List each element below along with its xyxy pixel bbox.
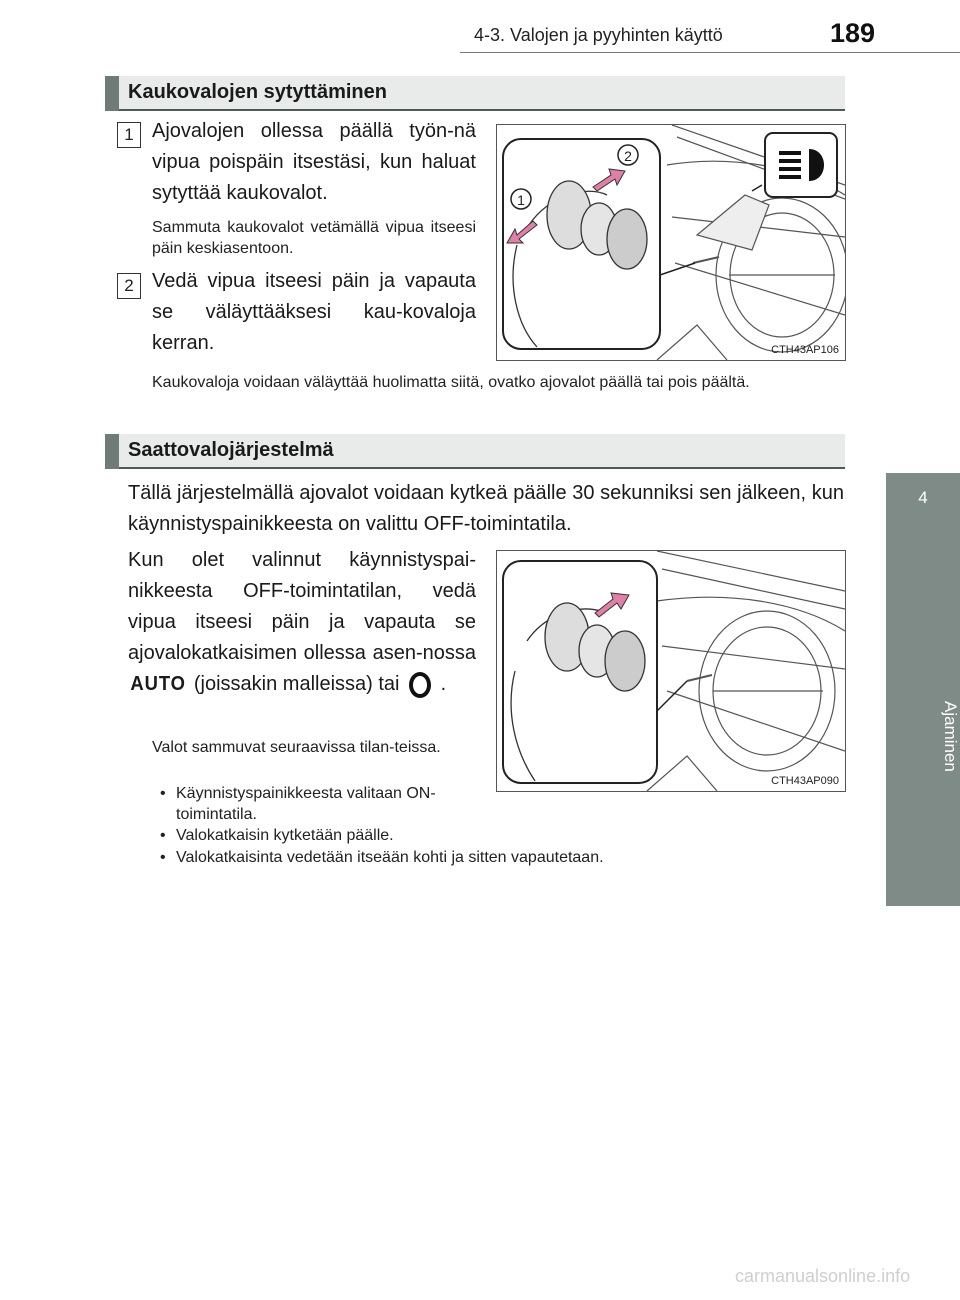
follow-me-body-part2: (joissakin malleissa) (193, 673, 373, 695)
callout-2: 2 (624, 148, 632, 164)
step-2-text: Vedä vipua itseesi päin ja vapauta se väläyttääksesi kau-kovaloja kerran. (152, 270, 476, 354)
bullet-item: • Valokatkaisinta vedetään itseään kohti ja sitten vapautetaan. (152, 847, 844, 868)
header-rule (460, 52, 960, 53)
chapter-title (886, 548, 960, 888)
section-heading-high-beam (105, 76, 845, 111)
lever-illustration-1 (497, 125, 845, 360)
step-1-text: Ajovalojen ollessa päällä työn-nä vipua poispäin itsestäsi, kun haluat sytyttää kaukovalot. (152, 120, 476, 204)
step-1-note: Sammuta kaukovalot vetämällä vipua itseesi päin keskiasentoon. (152, 219, 476, 257)
follow-me-note-intro: Valot sammuvat seuraavissa tilan-teissa. (152, 739, 441, 756)
chapter-title-text: Ajaminen (941, 700, 960, 772)
figure-id-1: CTH43AP106 (771, 344, 839, 356)
section-heading-follow-me (105, 434, 845, 469)
figure-id-2: CTH43AP090 (771, 775, 839, 787)
follow-me-body-part3: tai (378, 673, 400, 695)
section-heading-bar (105, 434, 119, 469)
bullet-item: • Valokatkaisin kytketään päälle. (152, 825, 476, 846)
auto-icon: AUTO (130, 673, 186, 695)
follow-me-body-part1: Kun olet valinnut käynnistyspai-nikkeesta OFF-toimintatilan, vedä vipua itseesi päin ja vapauta se ajovalokatkaisimen ollessa asen-nossa (128, 549, 476, 664)
flash-note: Kaukovaloja voidaan väläyttää huolimatta siitä, ovatko ajovalot päällä tai pois päältä. (152, 374, 750, 391)
follow-me-bullet-list-wide (152, 847, 844, 868)
watermark: carmanualsonline.info (735, 1266, 911, 1286)
follow-me-intro: Tällä järjestelmällä ajovalot voidaan kytkeä päälle 30 sekunniksi sen jälkeen, kun käynnistyspainikkeesta on valittu OFF-toimintatila. (128, 482, 844, 535)
callout-1: 1 (517, 192, 525, 208)
page-number: 189 (830, 18, 876, 48)
follow-me-body (128, 545, 476, 700)
step-number-2: 2 (117, 273, 141, 299)
section-heading-text: Saattovalojärjestelmä (128, 439, 334, 461)
running-header-title: 4-3. Valojen ja pyyhinten käyttö (474, 25, 723, 45)
lever-illustration-2 (497, 551, 845, 791)
headlight-ring-icon (409, 672, 431, 698)
follow-me-bullet-list (152, 783, 476, 846)
figure-lever-follow-me (496, 550, 846, 792)
bullet-item: • Käynnistyspainikkeesta valitaan ON-toimintatila. (152, 783, 476, 825)
figure-lever-high-beam (496, 124, 846, 361)
follow-me-body-part4: . (440, 673, 447, 695)
section-heading-text: Kaukovalojen sytyttäminen (128, 81, 387, 103)
section-heading-bar (105, 76, 119, 111)
step-number-1: 1 (117, 122, 141, 148)
chapter-number: 4 (918, 488, 928, 507)
